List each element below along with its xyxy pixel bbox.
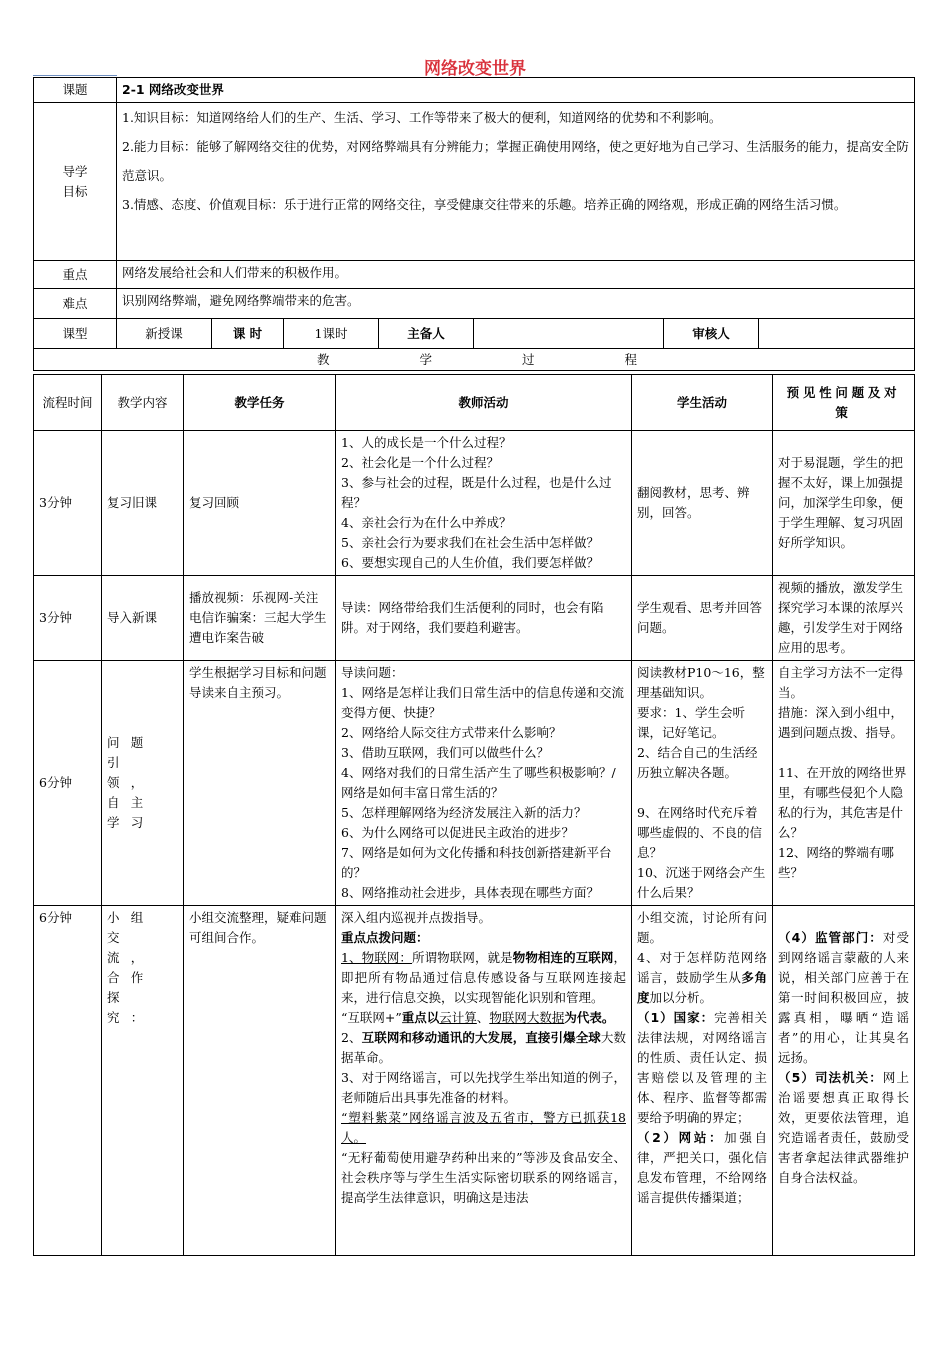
row1-teacher-line: 5、亲社会行为要求我们在社会生活中怎样做？: [341, 535, 599, 550]
row2-strategy: 视频的播放，激发学生探究学习本课的浓厚兴趣，引发学生对于网络应用的思考。: [773, 576, 915, 661]
row4-student-discuss: 小组交流，讨论所有问题。: [637, 910, 767, 945]
row3-task: 学生根据学习目标和问题导读来自主预习。: [184, 661, 336, 906]
internet-plus-end: 为代表。: [564, 1010, 615, 1025]
type-value: 新授课: [117, 319, 212, 349]
process-char-2: 学: [419, 351, 432, 367]
row4-strategy-supervision: [778, 908, 909, 1068]
row3-student-line: [637, 783, 767, 803]
col-header-teacher: 教师活动: [336, 375, 632, 431]
row1-teacher-line: 3、参与社会的过程，既是什么过程，也是什么过程？: [341, 475, 612, 510]
state-label: （1）国家：: [637, 1010, 715, 1025]
row3-teacher-line: 8、网络推动社会进步，具体表现在哪些方面？: [341, 885, 599, 900]
row2-teacher: 导读：网络带给我们生活便利的同时，也会有陷阱。对于网络，我们要趋利避害。: [336, 576, 632, 661]
row3-teacher-line: 5、怎样理解网络为经济发展注入新的活力？: [341, 805, 587, 820]
big-data-text: 互联网和移动通讯的大发展，直接引爆全球: [361, 1030, 601, 1045]
row3-content: 问题引领，自主学习: [102, 661, 184, 906]
judicial-text: 网上治谣要想真正取得长效，更要依法管理，追究造谣者责任，鼓励受害者拿起法律武器维护自身合法权益。: [778, 1070, 909, 1185]
col-header-task: 教学任务: [184, 375, 336, 431]
row4-student-state: [637, 1008, 767, 1128]
row1-teacher-line: 4、亲社会行为在什么中养成？: [341, 515, 512, 530]
row3-teacher-line: 导读问题：: [341, 665, 404, 680]
row3-strategy-line: 自主学习方法不一定得当。: [778, 665, 904, 700]
row2-time: 3分钟: [34, 576, 102, 661]
row4-task: 小组交流整理，疑难问题可组间合作。: [184, 906, 336, 1256]
big-data-num: 2、: [341, 1030, 362, 1045]
col-header-student: 学生活动: [632, 375, 773, 431]
row4-teacher-case2: “无籽葡萄使用避孕药种出来的”等涉及食品安全、社会秩序等与学生生活实际密切联系的网络谣言，提高学生法律意识，明确这是违法: [341, 1150, 626, 1205]
row4-teacher-rumor: 3、对于网络谣言，可以先找学生举出知道的例子，老师随后出具事先准备的材料。: [341, 1070, 626, 1105]
row4-student-website: [637, 1128, 767, 1208]
big-data-text-rest: 大数据革命。: [341, 1030, 626, 1065]
row1-teacher-line: 1、人的成长是一个什么过程？: [341, 435, 512, 450]
row3-student-line: 阅读教材P10～16，整理基础知识。: [637, 665, 765, 700]
topic-label: 课题: [34, 78, 117, 103]
prevent-multi-angle: 多角度: [637, 970, 767, 1005]
row3-strategy-line: [778, 743, 909, 763]
supervision-text: 对受到网络谣言蒙蔽的人来说，相关部门应善于在第一时间积极回应，披露真相，曝晒“造谣者”的用心，让其臭名远扬。: [778, 930, 909, 1065]
row3-teacher-line: 7、网络是如何为文化传播和科技创新搭建新平台的？: [341, 845, 612, 880]
row3-strategy-line: 11、在开放的网络世界里，有哪些侵犯个人隐私的行为，其危害是什么？: [778, 765, 907, 840]
row3-teacher-line: 4、网络对我们的日常生活产生了哪些积极影响？/网络是如何丰富日常生活的？: [341, 765, 616, 800]
prevent-text: 4、对于怎样防范网络谣言，鼓励学生从: [637, 950, 767, 985]
col-header-content: 教学内容: [102, 375, 184, 431]
iot-text: 所谓物联网，就是: [412, 950, 513, 965]
row4-student: [632, 906, 773, 1256]
row3-strategy-line: 12、网络的弊端有哪些？: [778, 845, 894, 880]
row1-teacher-line: 2、社会化是一个什么过程？: [341, 455, 499, 470]
reviewer-label: 审核人: [664, 319, 759, 349]
row3-strategy: [773, 661, 915, 906]
row4-teacher-big-data: [341, 1028, 626, 1068]
hours-value: 1课时: [284, 319, 379, 349]
row3-teacher: [336, 661, 632, 906]
hours-label: 课 时: [212, 319, 284, 349]
row4-teacher-iot: [341, 950, 626, 1005]
col-header-time-text: 流程时间: [42, 394, 93, 410]
objective-knowledge: 1.知识目标：知道网络给人们的生产、生活、学习、工作等带来了极大的便利，知道网络的优势和不利影响。: [122, 110, 722, 125]
header-table: [33, 77, 915, 371]
row4-strategy-judicial: [778, 1068, 909, 1188]
row4-time: 6分钟: [34, 906, 102, 1256]
state-text: 完善相关法律法规，对网络谣言的性质、责任认定、损害赔偿以及管理的主体、程序、监督等都需要给予明确的界定；: [637, 1010, 767, 1125]
row3-teacher-line: 3、借助互联网，我们可以做些什么？: [341, 745, 549, 760]
internet-plus-sep: 、: [476, 1010, 490, 1025]
iot-text-rest: ，即把所有物品通过信息传感设备与互联网连接起来，进行信息交换，以实现智能化识别和管理。: [341, 950, 626, 1005]
row1-teacher-line: 6、要想实现自己的人生价值，我们要怎样做？: [341, 555, 599, 570]
row2-task: 播放视频：乐视网-关注电信诈骗案：三起大学生遭电诈案告破: [184, 576, 336, 661]
row3-teacher-line: 2、网络给人际交往方式带来什么影响？: [341, 725, 562, 740]
row4-strategy: [773, 906, 915, 1256]
row2-student: 学生观看、思考并回答问题。: [632, 576, 773, 661]
iot-label: 1、物联网：: [341, 950, 412, 965]
big-data-term: 大数据: [526, 1010, 565, 1025]
preparer-label: 主备人: [379, 319, 474, 349]
col-header-strategy-text: 预见性问题及对策: [786, 384, 901, 420]
row3-student-line: 9、在网络时代充斥着哪些虚假的、不良的信息？: [637, 805, 763, 860]
internet-plus-focus: 重点以: [401, 1010, 440, 1025]
row3-student-line: 要求：1、学生会听课，记好笔记。: [637, 705, 745, 740]
judicial-label: （5）司法机关：: [778, 1070, 883, 1085]
website-text: 加强自律，严把关口，强化信息发布管理，不给网络谣言提供传播渠道；: [637, 1130, 767, 1205]
row3-strategy-line: 措施：深入到小组中，遇到问题点拨、指导。: [778, 705, 904, 740]
key-value: 网络发展给社会和人们带来的积极作用。: [117, 261, 915, 289]
row4-teacher-intro: 深入组内巡视并点拨指导。: [341, 910, 492, 925]
page-title: 网络改变世界: [424, 59, 526, 79]
row1-task: 复习回顾: [184, 431, 336, 576]
row4-content: 小组交流，合作探究：: [102, 906, 184, 1256]
row3-student: [632, 661, 773, 906]
internet-plus-label: “互联网+”: [341, 1010, 402, 1025]
objective-attitude: 3.情感、态度、价值观目标：乐于进行正常的网络交往，享受健康交往带来的乐趣。培养正确的网络观，形成正确的网络生活习惯。: [122, 197, 847, 212]
row2-content: 导入新课: [102, 576, 184, 661]
process-table: [33, 374, 915, 1256]
row4-teacher-internet-plus: [341, 1008, 626, 1028]
prevent-text-rest: 加以分析。: [649, 990, 713, 1005]
row1-content: 复习旧课: [102, 431, 184, 576]
topic-value: 2-1 网络改变世界: [117, 78, 915, 103]
row4-teacher-case1: “塑料紫菜”网络谣言波及五省市，警方已抓获18人。: [341, 1110, 626, 1145]
preparer-value: [474, 319, 664, 349]
reviewer-value: [759, 319, 915, 349]
objectives-cell: [117, 103, 915, 261]
iot-term: 物联网: [489, 1010, 527, 1025]
col-header-strategy: [773, 375, 915, 431]
objectives-label: [34, 103, 117, 261]
objective-ability: 2.能力目标：能够了解网络交往的优势，对网络弊端具有分辨能力；掌握正确使用网络，使之更好地为自己学习、生活服务的能力，提高安全防范意识。: [122, 139, 909, 183]
cloud-computing: 云计算: [439, 1010, 477, 1025]
col-header-time: [34, 375, 102, 431]
iot-definition: 物物相连的互联网: [512, 950, 614, 965]
row1-teacher: [336, 431, 632, 576]
objectives-label-text: 导学目标: [62, 163, 88, 199]
difficulty-value: 识别网络弊端，避免网络弊端带来的危害。: [117, 289, 915, 319]
website-label: （2）网站：: [637, 1130, 725, 1145]
process-char-3: 过: [521, 351, 535, 367]
row4-teacher-key-title: 重点点拨问题：: [341, 930, 429, 945]
header-rule: [33, 75, 117, 76]
supervision-label: （4）监管部门：: [778, 930, 883, 945]
row1-time: 3分钟: [34, 431, 102, 576]
key-label: 重点: [34, 261, 117, 289]
process-char-1: 教: [317, 351, 330, 367]
row4-student-prevent: [637, 948, 767, 1008]
row1-strategy: 对于易混题，学生的把握不太好，课上加强提问，加深学生印象，便于学生理解、复习巩固好所学知识。: [773, 431, 915, 576]
row3-student-line: 2、结合自己的生活经历独立解决各题。: [637, 745, 758, 780]
difficulty-label: 难点: [34, 289, 117, 319]
row1-student: 翻阅教材，思考、辨别，回答。: [632, 431, 773, 576]
process-char-4: 程: [624, 351, 637, 367]
row3-teacher-line: 1、网络是怎样让我们日常生活中的信息传递和交流变得方便、快捷？: [341, 685, 624, 720]
process-heading: [34, 349, 915, 371]
row3-teacher-line: 6、为什么网络可以促进民主政治的进步？: [341, 825, 574, 840]
row4-teacher: [336, 906, 632, 1256]
row3-time: 6分钟: [34, 661, 102, 906]
row3-student-line: 10、沉迷于网络会产生什么后果？: [637, 865, 766, 900]
type-label: 课型: [34, 319, 117, 349]
